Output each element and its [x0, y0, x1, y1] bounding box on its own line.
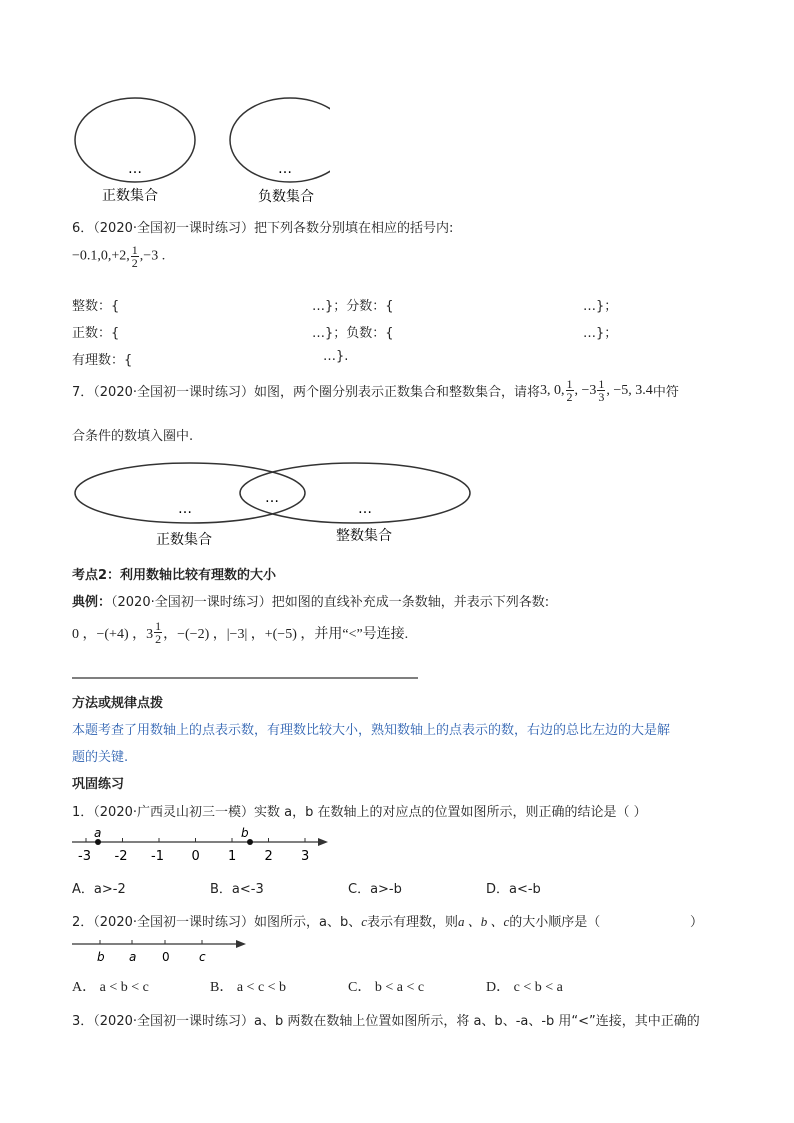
example-frac-num: 1: [155, 619, 162, 633]
q1-tick-label: 1: [228, 849, 237, 864]
q2-tick-label: c: [199, 950, 206, 964]
q2-stem-a: 2．（2020·全国初一课时练习）如图所示，a、b、: [72, 915, 362, 930]
q7-frac1-num: 1: [566, 377, 573, 391]
practice-q1-stem: 1．（2020·广西灵山初三一模）实数 a，b 在数轴上的对应点的位置如图所示，则正确的结论是（ ）: [72, 805, 647, 820]
q2-tick-label: b: [97, 950, 105, 964]
q6-frac-num: 1: [131, 243, 138, 257]
venn-right-dots: …: [358, 501, 372, 517]
q6-row2-mid: …}；负数：{: [312, 326, 394, 341]
q1-axis-arrow: [318, 838, 328, 846]
q7-frac2-den: 3: [598, 390, 605, 404]
q1-option-c: C．a>-b: [348, 882, 402, 897]
q6-row1-left: 整数：{: [72, 299, 120, 314]
example-text: （2020·全国初一课时练习）把如图的直线补充成一条数轴，并表示下列各数:: [111, 595, 550, 610]
q7-frac2: [597, 378, 605, 403]
venn-middle-dots: …: [265, 490, 279, 506]
q1-label-b: b: [241, 826, 249, 840]
q7-nums-c: , −5, 3.4: [606, 382, 653, 398]
q7-frac1-den: 2: [566, 390, 573, 404]
q6-fraction: [131, 244, 139, 269]
example-fraction: [154, 620, 162, 645]
practice-q3-stem: 3．（2020·全国初一课时练习）a、b 两数在数轴上位置如图所示，将 a、b、-a、-b 用“<”连接，其中正确的: [72, 1014, 700, 1029]
q1-number-line: [70, 826, 332, 866]
q6-numbers-b: ,−3 .: [139, 248, 166, 264]
q2-stem-c: c: [361, 914, 367, 929]
q7-nums-b: , −3: [574, 382, 597, 398]
practice-q2-stem: [72, 911, 600, 930]
q2-tick-label: 0: [162, 950, 170, 964]
method-line1: 本题考查了用数轴上的点表示数，有理数比较大小，熟知数轴上的点表示的数，右边的总比左边的大是解: [72, 723, 671, 738]
q2-number-line: [70, 934, 252, 968]
q2-option-a: A． a < b < c: [72, 980, 149, 995]
q1-tick-label: 0: [191, 849, 200, 864]
q2-stem-tail: 的大小顺序是（: [509, 915, 601, 930]
q1-tick-label: 2: [264, 849, 273, 864]
q6-row1-mid: …}；分数：{: [312, 299, 394, 314]
q6-stem: 6．（2020·全国初一课时练习）把下列各数分别填在相应的括号内:: [72, 221, 454, 236]
positive-set-dots: …: [128, 161, 142, 177]
method-title: 方法或规律点拨: [72, 696, 164, 711]
example-frac-den: 2: [155, 632, 162, 646]
example-line: [72, 591, 549, 610]
sets-figure: [70, 95, 330, 210]
negative-set-dots: …: [278, 161, 292, 177]
q2-option-c: C． b < a < c: [348, 980, 425, 995]
example-label: 典例：: [72, 595, 112, 610]
q2-stem-close: ）: [690, 915, 704, 930]
negative-set-label: 负数集合: [258, 189, 314, 205]
example-expr-b: ，−(−2) ，|−3| ，+(−5) ，并用“<”号连接.: [163, 626, 409, 642]
q2-stem-b: 表示有理数，则: [367, 915, 459, 930]
q6-numbers: [72, 244, 165, 269]
q7-nums-a: 3, 0,: [540, 382, 565, 398]
q2-option-d: D． c < b < a: [486, 980, 563, 995]
q1-option-d: D．a<-b: [486, 882, 541, 897]
q6-row3-left: 有理数：{: [72, 353, 133, 368]
q2-axis-arrow: [236, 940, 246, 948]
q2-option-b: B． a < c < b: [210, 980, 287, 995]
venn-figure: [70, 458, 480, 550]
q7-stem-a: 7．（2020·全国初一课时练习）如图，两个圈分别表示正数集合和整数集合，请将: [72, 385, 540, 400]
example-line-figure: [70, 672, 422, 684]
q6-row3-end: …}.: [323, 349, 349, 364]
example-expression: [72, 620, 408, 645]
positive-set-label: 正数集合: [102, 188, 158, 204]
q1-tick-label: -3: [78, 849, 91, 864]
q2-stem-vars: a 、b 、c: [458, 914, 510, 929]
q1-tick-label: -1: [151, 849, 164, 864]
q1-tick-label: -2: [114, 849, 128, 864]
venn-left-dots: …: [178, 501, 192, 517]
q7-frac2-num: 1: [598, 377, 605, 391]
q1-tick-label: 3: [301, 849, 310, 864]
q7-stem-line2: 合条件的数填入圈中.: [72, 429, 194, 444]
method-line2: 题的关键.: [72, 750, 129, 765]
q6-row2-left: 正数：{: [72, 326, 120, 341]
practice-title: 巩固练习: [72, 777, 125, 792]
q6-row2-end: …}；: [583, 326, 618, 341]
q6-numbers-a: −0.1,0,+2,: [72, 248, 130, 264]
venn-right-label: 整数集合: [336, 528, 392, 544]
q6-frac-den: 2: [131, 256, 138, 270]
q2-tick-label: a: [129, 950, 137, 964]
q1-label-a: a: [94, 826, 102, 840]
q1-option-a: A．a>-2: [72, 882, 126, 897]
q6-row1-end: …}；: [583, 299, 618, 314]
q7-stem-b: 中符: [652, 385, 679, 400]
venn-left-label: 正数集合: [156, 532, 212, 548]
q1-option-b: B．a<-3: [210, 882, 264, 897]
q7-stem: [72, 378, 679, 403]
example-expr-a: 0 ，−(+4) ，3: [72, 626, 154, 642]
q7-frac1: [566, 378, 574, 403]
kaodian2-title: 考点2：利用数轴比较有理数的大小: [72, 568, 277, 583]
